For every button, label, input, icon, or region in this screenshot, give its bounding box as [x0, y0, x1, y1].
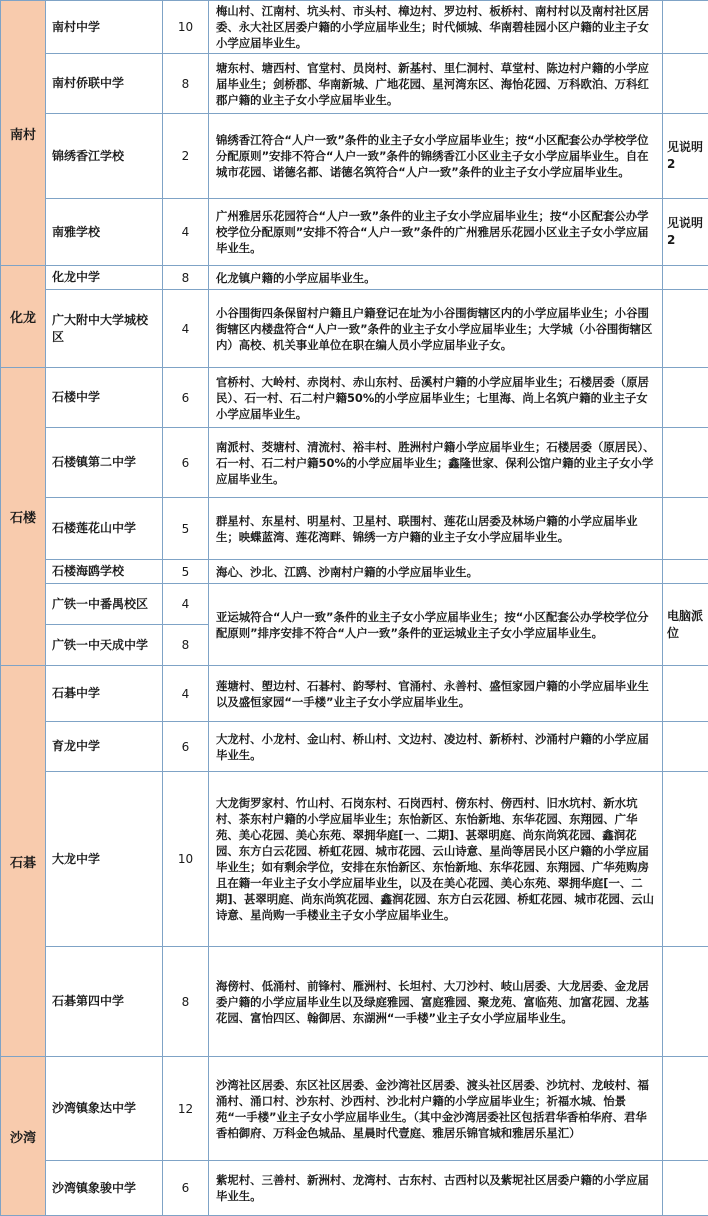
class-count: 8 [163, 54, 209, 114]
note [663, 1057, 708, 1161]
enrollment-scope: 锦绣香江符合“人户一致”条件的业主子女小学应届毕业生；按“小区配套公办学校学位分配原则”安排不符合“人户一致”条件的锦绣香江小区业主子女小学应届毕业生。自在城市花园、诺德名都、诺德名筑符合“人户一致”条件的业主子女小学应届毕业生。 [209, 114, 663, 199]
table-row [1, 772, 708, 947]
table-row [1, 1057, 708, 1161]
enrollment-scope: 大龙村、小龙村、金山村、桥山村、文边村、凌边村、新桥村、沙涌村户籍的小学应届毕业生。 [209, 722, 663, 772]
enrollment-scope: 海傍村、低涌村、前锋村、雁洲村、长坦村、大刀沙村、岐山居委、大龙居委、金龙居委户籍的小学应届毕业生以及绿庭雅园、富庭雅园、聚龙苑、富临苑、加富花园、龙基花园、富怡四区、翰御居、东湖洲“一手楼”业主子女小学应届毕业生。 [209, 947, 663, 1057]
class-count: 12 [163, 1057, 209, 1161]
table-row [1, 368, 708, 428]
school-name: 南村侨联中学 [46, 54, 163, 114]
school-name: 石楼中学 [46, 368, 163, 428]
table-row [1, 1161, 708, 1216]
class-count: 4 [163, 199, 209, 266]
enrollment-scope: 亚运城符合“人户一致”条件的业主子女小学应届毕业生；按“小区配套公办学校学位分配原则”排序安排不符合“人户一致”条件的亚运城业主子女小学应届毕业生。 [209, 584, 663, 666]
table-row [1, 947, 708, 1057]
school-name: 石楼莲花山中学 [46, 498, 163, 560]
enrollment-scope: 官桥村、大岭村、赤岗村、赤山东村、岳溪村户籍的小学应届毕业生；石楼居委（原居民）、石一村、石二村户籍50%的小学应届毕业生；七里海、尚上名筑户籍的业主子女小学应届毕业生。 [209, 368, 663, 428]
school-name: 大龙中学 [46, 772, 163, 947]
enrollment-scope: 莲塘村、塱边村、石碁村、韵琴村、官涌村、永善村、盛恒家园户籍的小学应届毕业生以及盛恒家园“一手楼”业主子女小学应届毕业生。 [209, 666, 663, 722]
school-name: 锦绣香江学校 [46, 114, 163, 199]
note [663, 560, 708, 584]
enrollment-scope: 南派村、茭塘村、清流村、裕丰村、胜洲村户籍小学应届毕业生；石楼居委（原居民）、石一村、石二村户籍50%的小学应届毕业生；鑫隆世家、保利公馆户籍的业主子女小学应届毕业生。 [209, 428, 663, 498]
class-count: 5 [163, 498, 209, 560]
class-count: 6 [163, 722, 209, 772]
class-count: 6 [163, 428, 209, 498]
table-row [1, 54, 708, 114]
class-count: 10 [163, 772, 209, 947]
note [663, 428, 708, 498]
enrollment-scope: 紫坭村、三善村、新洲村、龙湾村、古东村、古西村以及紫坭社区居委户籍的小学应届毕业生。 [209, 1161, 663, 1216]
class-count: 8 [163, 625, 209, 666]
enrollment-scope: 化龙镇户籍的小学应届毕业生。 [209, 266, 663, 290]
class-count: 6 [163, 1161, 209, 1216]
class-count: 4 [163, 290, 209, 368]
table-row [1, 666, 708, 722]
note [663, 290, 708, 368]
table-row [1, 428, 708, 498]
enrollment-scope: 海心、沙北、江鸥、沙南村户籍的小学应届毕业生。 [209, 560, 663, 584]
note [663, 666, 708, 722]
note [663, 1161, 708, 1216]
enrollment-scope: 塘东村、塘西村、官堂村、员岗村、新基村、里仁洞村、草堂村、陈边村户籍的小学应届毕业生；剑桥郡、华南新城、广地花园、星河湾东区、海怡花园、万科欧泊、万科红郡户籍的业主子女小学应届毕业生。 [209, 54, 663, 114]
enrollment-scope: 群星村、东星村、明星村、卫星村、联围村、莲花山居委及林场户籍的小学应届毕业生；映蝶蓝湾、莲花湾畔、锦绣一方户籍的业主子女小学应届毕业生。 [209, 498, 663, 560]
enrollment-scope: 梅山村、江南村、坑头村、市头村、樟边村、罗边村、板桥村、南村村以及南村社区居委、永大社区居委户籍的小学应届毕业生；时代倾城、华南碧桂园小区户籍的业主子女小学应届毕业生。 [209, 1, 663, 54]
table-row [1, 114, 708, 199]
class-count: 2 [163, 114, 209, 199]
class-count: 6 [163, 368, 209, 428]
note [663, 947, 708, 1057]
note [663, 368, 708, 428]
note [663, 266, 708, 290]
district-cell: 化龙 [1, 266, 46, 368]
school-name: 南雅学校 [46, 199, 163, 266]
enrollment-scope: 小谷围街四条保留村户籍且户籍登记在址为小谷围街辖区内的小学应届毕业生；小谷围街辖区内楼盘符合“人户一致”条件的业主子女小学应届毕业生；大学城（小谷围街辖区内）高校、机关事业单位在职在编人员小学应届毕业子女。 [209, 290, 663, 368]
class-count: 10 [163, 1, 209, 54]
school-name: 石楼镇第二中学 [46, 428, 163, 498]
school-name: 广大附中大学城校区 [46, 290, 163, 368]
table-row [1, 584, 708, 625]
table-row [1, 199, 708, 266]
school-name: 南村中学 [46, 1, 163, 54]
note: 电脑派位 [663, 584, 708, 666]
district-cell: 沙湾 [1, 1057, 46, 1216]
note: 见说明2 [663, 199, 708, 266]
class-count: 5 [163, 560, 209, 584]
class-count: 4 [163, 666, 209, 722]
district-cell: 南村 [1, 1, 46, 266]
table-row [1, 290, 708, 368]
note [663, 722, 708, 772]
note [663, 772, 708, 947]
table-row [1, 722, 708, 772]
district-cell: 石楼 [1, 368, 46, 666]
school-name: 广铁一中番禺校区 [46, 584, 163, 625]
enrollment-scope: 广州雅居乐花园符合“人户一致”条件的业主子女小学应届毕业生；按“小区配套公办学校学位分配原则”安排不符合“人户一致”条件的广州雅居乐花园小区业主子女小学应届毕业生。 [209, 199, 663, 266]
district-cell: 石碁 [1, 666, 46, 1057]
school-name: 石碁中学 [46, 666, 163, 722]
class-count: 4 [163, 584, 209, 625]
class-count: 8 [163, 947, 209, 1057]
enrollment-scope: 大龙街罗家村、竹山村、石岗东村、石岗西村、傍东村、傍西村、旧水坑村、新水坑村、茶东村户籍的小学应届毕业生；东怡新区、东怡新地、东华花园、东翔园、广华苑、美心花园、美心东苑、翠拥华庭[一、二期]、甚翠明庭、尚东尚筑花园、鑫润花园、东方白云花园、桥虹花园、城市花园、云山诗意、星尚等居民小区户籍的小学应届毕业生；如有剩余学位，安排在东怡新区、东怡新地、东华花园、东翔园、广华苑购房且在籍一年业主子女小学应届毕业生，以及在美心花园、美心东苑、翠拥华庭[一、二期]、甚翠明庭、尚东尚筑花园、鑫润花园、东方白云花园、桥虹花园、城市花园、云山诗意、星尚购一手楼业主子女小学应届毕业生。 [209, 772, 663, 947]
note [663, 1, 708, 54]
note [663, 498, 708, 560]
table-row [1, 498, 708, 560]
school-name: 育龙中学 [46, 722, 163, 772]
table-row [1, 560, 708, 584]
school-name: 石楼海鸥学校 [46, 560, 163, 584]
note: 见说明2 [663, 114, 708, 199]
school-name: 沙湾镇象达中学 [46, 1057, 163, 1161]
school-name: 沙湾镇象骏中学 [46, 1161, 163, 1216]
note [663, 54, 708, 114]
enrollment-scope: 沙湾社区居委、东区社区居委、金沙湾社区居委、渡头社区居委、沙坑村、龙岐村、福涌村、涌口村、沙东村、沙西村、沙北村户籍的小学应届毕业生；祈福水城、怡景苑“一手楼”业主子女小学应届毕业生。（其中金沙湾居委社区包括君华香柏华府、君华香柏御府、万科金色城品、星晨时代壹庭、雅居乐锦官城和雅居乐星汇） [209, 1057, 663, 1161]
school-name: 石碁第四中学 [46, 947, 163, 1057]
school-name: 广铁一中天成中学 [46, 625, 163, 666]
school-name: 化龙中学 [46, 266, 163, 290]
table-row [1, 266, 708, 290]
class-count: 8 [163, 266, 209, 290]
table-row [1, 1, 708, 54]
